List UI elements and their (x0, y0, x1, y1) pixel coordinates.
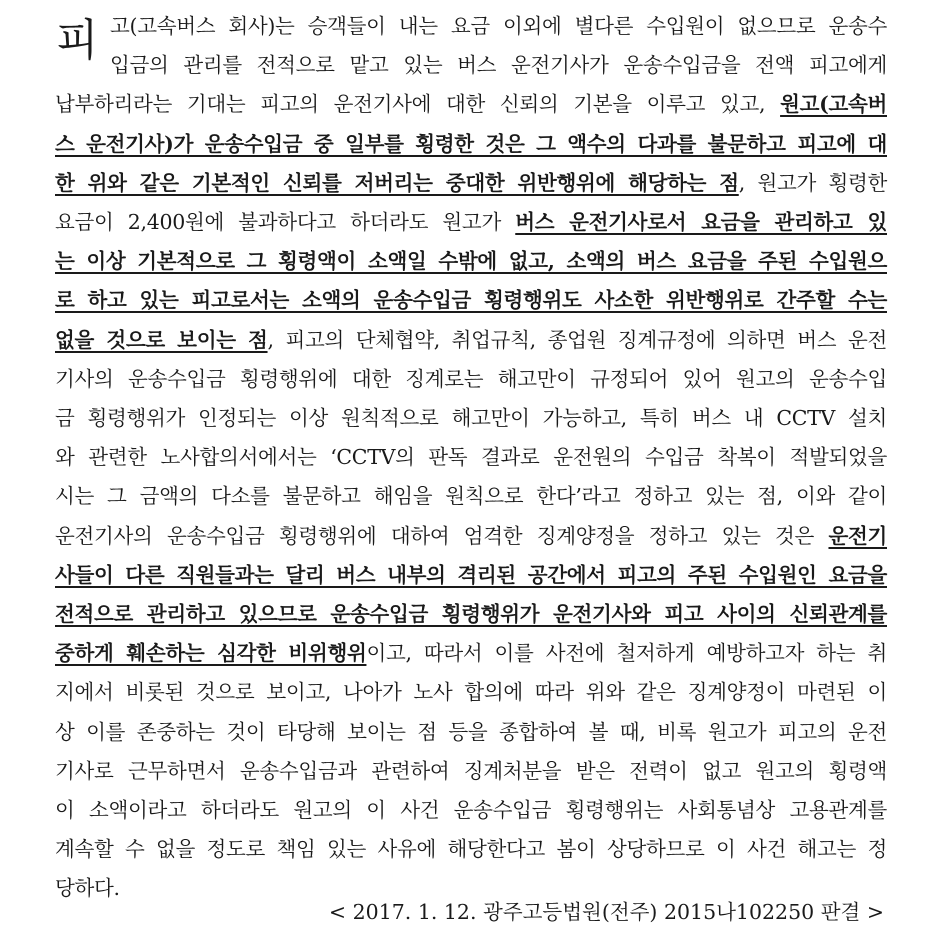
underlined-emphasis: 버스 운전기사로서 요금을 관리하고 있 (515, 210, 887, 234)
text-segment: , 원고가 횡령한 (738, 170, 887, 195)
text-segment: 이고, 따라서 이를 사전에 철저하게 예방하고자 하는 취 (366, 641, 887, 666)
text-segment: 상 이를 존중하는 것이 타당해 보이는 점 등을 종합하여 볼 때, 비록 원고가 피고의 운전 (55, 719, 887, 744)
text-line (55, 167, 887, 199)
text-line (55, 794, 887, 826)
text-segment: 와 관련한 노사합의서에서는 ‘CCTV의 판독 결과로 운전원의 수입금 착복이 적발되었을 (55, 445, 887, 470)
text-segment: , 피고의 단체협약, 취업규칙, 종업원 징계규정에 의하면 버스 운전 (267, 327, 887, 352)
text-segment: 납부하리라는 기대는 피고의 운전기사에 대한 신뢰의 기본을 이루고 있고, (55, 92, 781, 117)
text-segment: 이 소액이라고 하더라도 원고의 이 사건 운송수입금 횡령행위는 사회통념상 고용관계를 (55, 798, 887, 822)
text-line (55, 324, 887, 356)
text-segment: 기사로 근무하면서 운송수입금과 관련하여 징계처분을 받은 전력이 없고 원고의 횡령액 (55, 758, 887, 783)
underlined-emphasis: 전적으로 관리하고 있으므로 운송수입금 횡령행위가 운전기사와 피고 사이의 신뢰관계를 (55, 602, 887, 626)
text-line (55, 716, 887, 748)
text-segment: 입금의 관리를 전적으로 맡고 있는 버스 운전기사가 운송수입금을 전액 피고에게 (110, 53, 887, 78)
text-line (55, 88, 887, 120)
text-line (55, 245, 887, 277)
underlined-emphasis: 없을 것으로 보이는 점 (55, 327, 268, 352)
underlined-emphasis: 중하게 훼손하는 심각한 비위행위 (55, 641, 367, 666)
text-line (55, 206, 887, 238)
text-line (55, 520, 887, 552)
text-line (55, 284, 887, 316)
underlined-emphasis: 스 운전기사)가 운송수입금 중 일부를 횡령한 것은 그 액수의 다과를 불문하고 피고에 대 (55, 131, 887, 156)
text-line (55, 637, 887, 669)
text-segment: 고(고속버스 회사)는 승객들이 내는 요금 이외에 별다른 수입원이 없으므로 운송수 (110, 14, 887, 38)
underlined-emphasis: 운전기 (828, 523, 887, 548)
drop-cap: 피 (56, 15, 99, 66)
text-line (55, 480, 887, 512)
text-line (110, 10, 887, 42)
underlined-emphasis: 원고(고속버 (780, 92, 887, 117)
text-segment: 요금이 2,400원에 불과하다고 하더라도 원고가 (55, 210, 516, 234)
text-segment: 지에서 비롯된 것으로 보이고, 나아가 노사 합의에 따라 위와 같은 징계양정이 마련된 이 (55, 680, 887, 705)
text-line (55, 441, 887, 473)
underlined-emphasis: 는 이상 기본적으로 그 횡령액이 소액일 수밖에 없고, 소액의 버스 요금을 주된 수입원으 (55, 249, 887, 274)
text-line (55, 559, 887, 591)
text-line (55, 402, 887, 434)
text-segment: 시는 그 금액의 다소를 불문하고 해임을 원칙으로 한다’라고 정하고 있는 점, 이와 같이 (55, 484, 887, 509)
text-segment: 금 횡령행위가 인정되는 이상 원칙적으로 해고만이 가능하고, 특히 버스 내 CCTV 설치 (55, 406, 887, 430)
text-line (55, 755, 887, 787)
text-line (55, 363, 887, 395)
underlined-emphasis: 한 위와 같은 기본적인 신뢰를 저버리는 중대한 위반행위에 해당하는 점 (55, 170, 739, 195)
text-segment: 당하다. (55, 876, 120, 901)
case-citation: < 2017. 1. 12. 광주고등법원(전주) 2015나102250 판결 > (328, 900, 884, 924)
text-line (55, 128, 887, 160)
text-segment: 계속할 수 없을 정도로 책임 있는 사유에 해당한다고 봄이 상당하므로 이 사건 해고는 정 (55, 837, 887, 862)
underlined-emphasis: 로 하고 있는 피고로서는 소액의 운송수입금 횡령행위도 사소한 위반행위로 간주할 수는 (55, 288, 887, 313)
text-segment: 기사의 운송수입금 횡령행위에 대한 징계로는 해고만이 규정되어 있어 원고의 운송수입 (55, 366, 887, 391)
text-line (55, 833, 887, 865)
text-segment: 운전기사의 운송수입금 횡령행위에 대하여 엄격한 징계양정을 정하고 있는 것은 (55, 523, 829, 548)
text-line (110, 49, 887, 81)
text-line (55, 676, 887, 708)
underlined-emphasis: 사들이 다른 직원들과는 달리 버스 내부의 격리된 공간에서 피고의 주된 수입원인 요금을 (55, 562, 887, 587)
text-line (55, 598, 887, 630)
